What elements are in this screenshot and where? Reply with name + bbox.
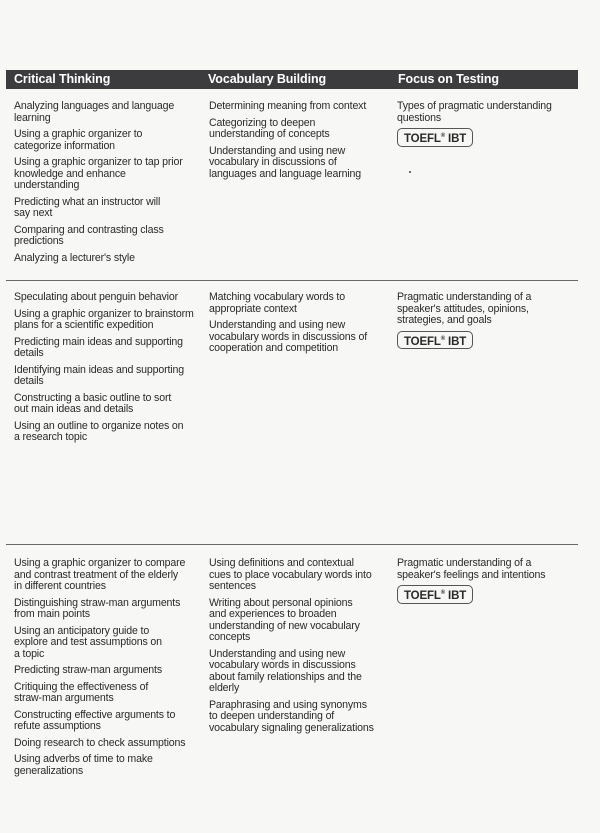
list-item: Using an anticipatory guide to explore and test assumptions on a topic <box>14 624 162 660</box>
section-3-focus-on-testing <box>397 558 577 604</box>
list-item: Using a graphic organizer to tap prior knowledge and enhance understanding <box>14 156 183 191</box>
list-item: Predicting straw-man arguments <box>14 664 162 676</box>
list-item: Analyzing languages and language learning <box>14 100 175 124</box>
list-item: Paraphrasing and using synonyms to deepen understanding of vocabulary signaling generalizations <box>209 698 374 734</box>
list-item: Using definitions and contextual cues to place vocabulary words into sentences <box>209 557 372 592</box>
list-item: Predicting what an instructor will say next <box>14 195 161 219</box>
list-item: Pragmatic understanding of a speaker's attitudes, opinions, strategies, and goals <box>397 291 532 326</box>
toefl-ibt-badge: TOEFL® IBT <box>397 331 473 350</box>
section-2-focus-on-testing <box>397 292 577 349</box>
toefl-ibt-badge: TOEFL® IBT <box>397 585 473 604</box>
list-item: Analyzing a lecturer's style <box>14 251 135 264</box>
list-item: Using adverbs of time to make generalizations <box>14 753 153 777</box>
list-item: Types of pragmatic understanding questions <box>397 100 552 124</box>
list-item: Constructing effective arguments to refute assumptions <box>14 708 176 732</box>
header-vocabulary-building: Vocabulary Building <box>208 72 327 86</box>
list-item: Using an outline to organize notes on a research topic <box>14 419 184 443</box>
list-item: Critiquing the effectiveness of straw-man arguments <box>14 680 149 704</box>
list-item: Writing about personal opinions and experiences to broaden understanding of new vocabulary concepts <box>209 596 360 643</box>
section-2-critical-thinking <box>14 292 204 449</box>
section-divider <box>6 544 578 545</box>
list-item: Using a graphic organizer to categorize information <box>14 128 143 152</box>
list-item: Using a graphic organizer to compare and contrast treatment of the elderly in different countries <box>14 557 186 592</box>
header-focus-on-testing: Focus on Testing <box>398 72 499 86</box>
list-item: Pragmatic understanding of a speaker's feelings and intentions <box>397 557 546 581</box>
list-item: Identifying main ideas and supporting details <box>14 363 184 387</box>
speck <box>409 171 411 173</box>
section-1-focus-on-testing <box>397 101 577 147</box>
list-item: Constructing a basic outline to sort out main ideas and details <box>14 391 172 415</box>
section-3-critical-thinking <box>14 558 204 782</box>
list-item: Distinguishing straw-man arguments from main points <box>14 596 181 620</box>
list-item: Using a graphic organizer to brainstorm plans for a scientific expedition <box>14 307 194 331</box>
section-2-vocabulary-building <box>209 292 394 360</box>
list-item: Matching vocabulary words to appropriate context <box>209 291 345 315</box>
section-divider <box>6 280 578 281</box>
toefl-ibt-badge: TOEFL® IBT <box>397 128 473 147</box>
section-1-vocabulary-building <box>209 101 394 185</box>
section-3-vocabulary-building <box>209 558 394 739</box>
list-item: Understanding and using new vocabulary in discussions of languages and language learning <box>209 144 362 180</box>
list-item: Determining meaning from context <box>209 100 367 112</box>
list-item: Predicting main ideas and supporting details <box>14 335 183 359</box>
list-item: Categorizing to deepen understanding of concepts <box>209 116 330 140</box>
header-critical-thinking: Critical Thinking <box>14 72 111 86</box>
list-item: Doing research to check assumptions <box>14 736 186 749</box>
list-item: Understanding and using new vocabulary words in discussions about family relationships and the elderly <box>209 647 362 694</box>
table-header <box>6 70 578 89</box>
list-item: Speculating about penguin behavior <box>14 291 178 303</box>
list-item: Comparing and contrasting class predictions <box>14 223 164 247</box>
list-item: Understanding and using new vocabulary words in discussions of cooperation and competition <box>209 319 368 354</box>
section-1-critical-thinking <box>14 101 204 269</box>
